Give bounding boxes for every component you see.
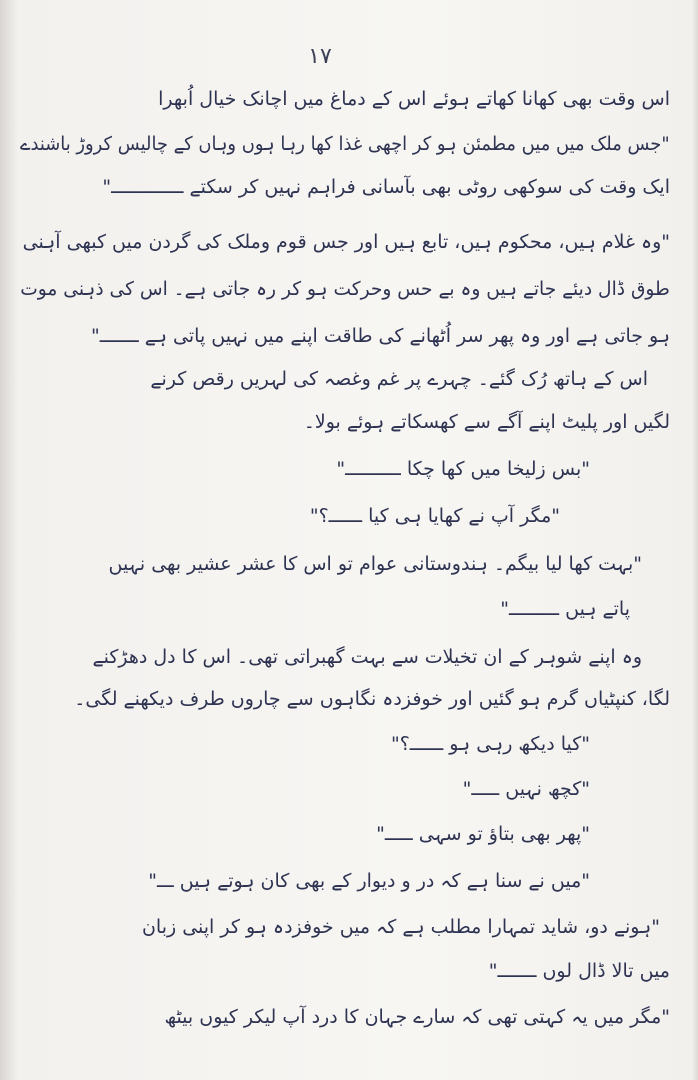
text-line: "کیا دیکھ رہی ہو ــــــ؟" [390,733,590,755]
text-line: لگا، کنپٹیاں گرم ہو گئیں اور خوفزدہ نگاہوں سے چاروں طرف دیکھنے لگی۔ [74,688,670,710]
text-line: "بس زلیخا میں کھا چکا ــــــــــ" [336,458,590,480]
text-line: ہو جاتی ہے اور وہ پھر سر اُٹھانے کی طاقت اپنے میں نہیں پاتی ہے ـــــــ" [91,325,670,347]
text-line: میں تالا ڈال لوں ـــــــ" [488,960,670,982]
text-line: اس کے ہاتھ رُک گئے۔ چہرے پر غم وغصہ کی لہریں رقص کرنے [150,368,648,390]
text-line: "وہ غلام ہیں، محکوم ہیں، تابع ہیں اور جس قوم وملک کی گردن میں کبھی آہنی [22,231,670,253]
text-line: لگیں اور پلیٹ اپنے آگے سے کھسکاتے ہوئے بولا۔ [303,411,670,433]
text-line: "بہت کھا لیا بیگم۔ ہندوستانی عوام تو اس کا عشر عشیر بھی نہیں [108,553,642,575]
text-line: "کچھ نہیں ـــــ" [462,778,590,800]
text-line: "مگر میں یہ کہتی تھی کہ سارے جہان کا درد آپ لیکر کیوں بیٹھ [164,1006,670,1028]
text-line: "ہونے دو، شاید تمہارا مطلب ہے کہ میں خوفزدہ ہو کر اپنی زبان [141,916,660,938]
page-number: ۱۷ [308,44,332,69]
text-line: "مگر آپ نے کھایا ہی کیا ــــــ؟" [309,505,560,527]
text-line: "جس ملک میں میں مطمئن ہو کر اچھی غذا کھا رہا ہوں وہاں کے چالیس کروڑ باشندے [20,133,670,155]
text-line: "میں نے سنا ہے کہ در و دیوار کے بھی کان ہوتے ہیں ـــ" [148,870,590,892]
text-line: پاتے ہیں ـــــــــ" [500,598,630,620]
text-line: "پھر بھی بتاؤ تو سہی ـــــ" [376,823,590,845]
text-line: وہ اپنے شوہر کے ان تخیلات سے بہت گھبراتی تھی۔ اس کا دل دھڑکنے [92,646,642,668]
text-line: طوق ڈال دیئے جاتے ہیں وہ بے حس وحرکت ہو کر رہ جاتی ہے۔ اس کی ذہنی موت [20,278,670,300]
text-line: اس وقت بھی کھانا کھاتے ہوئے اس کے دماغ میں اچانک خیال اُبھرا [158,88,670,110]
text-line: ایک وقت کی سوکھی روٹی بھی بآسانی فراہم نہیں کر سکتے ـــــــــــــ" [102,176,670,198]
